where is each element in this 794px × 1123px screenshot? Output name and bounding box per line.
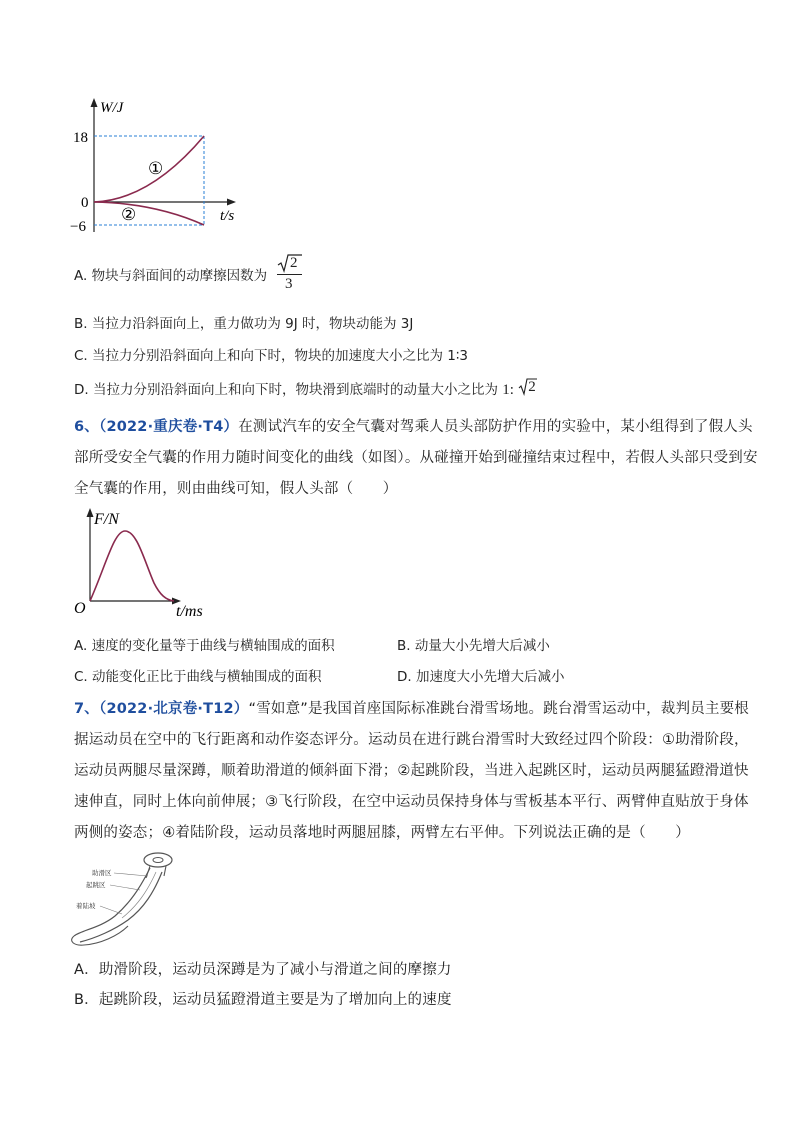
graph1-y-label: W/J [100,100,124,116]
ski-jump-top-ring [144,853,172,867]
q6-option-b: B. 动量大小先增大后减小 [397,638,550,654]
q5-option-a-numerator: 2 [290,255,298,271]
q7-line-4: 速伸直，同时上体向前伸展；③飞行阶段，在空中运动员保持身体与雪板基本平行、两臂伸直贴放于身体 [74,794,749,810]
graph1-y-arrow [91,98,98,107]
q5-option-d-text: D. 当拉力分别沿斜面向上和向下时，物块滑到底端时的动量大小之比为 [74,382,498,398]
ski-jump-label-3: 着陆坡 [76,903,96,910]
ski-jump-top-ring-inner [153,858,163,863]
q5-option-d-sqrt [518,380,536,396]
q6-source: 6、（2022·重庆卷·T4） [74,419,239,435]
q6-option-d: D. 加速度大小先增大后减小 [397,669,565,685]
q7-line-1 [74,697,749,718]
graph1-tick-neg6: −6 [70,219,86,235]
q7-stem-1: “雪如意”是我国首座国际标准跳台滑雪场地。跳台滑雪运动中，裁判员主要根 [248,701,750,717]
q5-option-a-denominator: 3 [285,276,293,292]
q7-option-b: B．起跳阶段，运动员猛蹬滑道主要是为了增加向上的速度 [74,992,452,1008]
q7-line-5: 两侧的姿态；④着陆阶段，运动员落地时两腿屈膝，两臂左右平伸。下列说法正确的是（ ） [74,825,690,841]
q5-option-d-radicand: 2 [528,379,536,395]
graph1-curve-2-label: ② [121,205,137,224]
graph2-y-label: F/N [94,511,119,528]
q5-option-a-fraction [277,253,303,297]
ski-jump-leader-2 [110,885,140,890]
ski-jump-leader-3 [100,906,122,914]
graph1-tick-18: 18 [73,130,88,146]
ski-jump-figure [70,848,180,948]
q6-stem-1: 在测试汽车的安全气囊对驾乘人员头部防护作用的实验中，某小组得到了假人头 [238,419,753,435]
graph1-x-label: t/s [220,208,235,224]
q5-option-a-fraction-bar [277,274,302,275]
q5-option-d [74,378,536,399]
q6-option-c: C. 动能变化正比于曲线与横轴围成的面积 [74,669,322,685]
q6-line-3: 全气囊的作用，则由曲线可知，假人头部（ ） [74,481,398,497]
ski-jump-label-1: 助滑区 [92,870,112,877]
q7-option-a: A．助滑阶段，运动员深蹲是为了减小与滑道之间的摩擦力 [74,962,452,978]
force-time-graph [70,505,220,620]
q5-option-a-text: A. 物块与斜面间的动摩擦因数为 [74,268,268,284]
ski-jump-ramp-outer [74,868,150,936]
work-time-graph [70,92,260,242]
graph2-force-curve [90,531,174,601]
graph2-origin-label: O [74,600,86,617]
graph2-x-label: t/ms [176,603,203,620]
graph2-y-arrow [87,508,94,517]
q7-line-3: 运动员两腿尽量深蹲，顺着助滑道的倾斜面下滑；②起跳阶段，当进入起跳区时，运动员两腿猛蹬滑道快 [74,763,749,779]
q5-option-a [74,264,267,284]
q7-source: 7、（2022·北京卷·T12） [74,701,249,717]
q5-option-d-ratio: 1: [502,382,514,398]
graph1-x-arrow [227,199,236,206]
graph1-curve-1-label: ① [148,159,164,178]
q6-line-2: 部所受安全气囊的作用力随时间变化的曲线（如图）。从碰撞开始到碰撞结束过程中，若假人头部只受到安 [74,450,758,466]
q6-option-a: A. 速度的变化量等于曲线与横轴围成的面积 [74,638,335,654]
q6-line-1 [74,415,753,436]
q5-option-b: B. 当拉力沿斜面向上，重力做功为 9J 时，物块动能为 3J [74,316,414,332]
q7-line-2: 据运动员在空中的飞行距离和动作姿态评分。运动员在进行跳台滑雪时大致经过四个阶段：①助滑阶段， [74,732,749,748]
q5-option-c: C. 当拉力分别沿斜面向上和向下时，物块的加速度大小之比为 1∶3 [74,348,468,364]
graph1-tick-0: 0 [81,195,89,211]
graph1-curve-2 [94,202,204,225]
ski-jump-label-2: 起跳区 [86,882,106,889]
ski-jump-leader-1 [114,873,148,876]
